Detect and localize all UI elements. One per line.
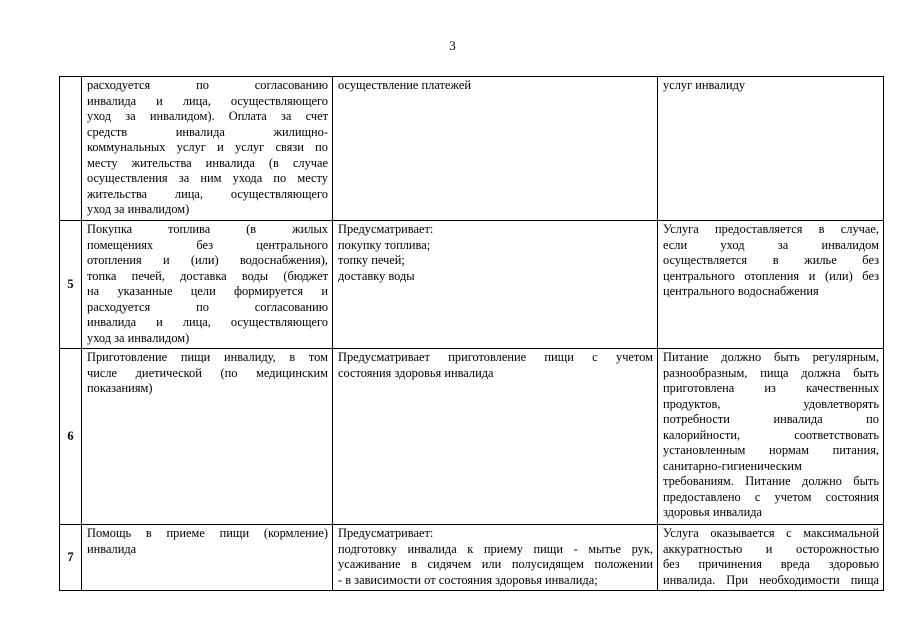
- text-line: Предусматривает приготовление пищи с учетом: [338, 350, 653, 364]
- service-name-cell: [82, 77, 333, 221]
- text-line: доставку воды: [338, 268, 415, 283]
- text-line: - в зависимости от состояния здоровья инвалида;: [338, 572, 598, 587]
- text-line: приготовлена из качественных: [663, 381, 879, 395]
- text-line: санитарно-гигиеническим: [663, 458, 802, 473]
- service-name-cell: [82, 525, 333, 591]
- services-table: [59, 76, 884, 591]
- text-line: расходуется по согласованию: [87, 78, 328, 92]
- text-line: Предусматривает:: [338, 526, 434, 540]
- table-row: [60, 525, 884, 591]
- text-line: Питание должно быть регулярным,: [663, 350, 879, 364]
- text-line: центрального водоснабжения: [663, 284, 819, 298]
- service-conditions-cell: [658, 349, 884, 525]
- text-line: состояния здоровья инвалида: [338, 365, 494, 380]
- text-line: осуществления за ним ухода по месту: [87, 171, 328, 185]
- service-name-cell: [82, 349, 333, 525]
- text-line: уход за инвалидом): [87, 330, 190, 345]
- row-number-cell: 5: [60, 221, 82, 349]
- service-content-cell: [333, 77, 658, 221]
- text-line: продуктов, удовлетворять: [663, 396, 879, 411]
- text-line: Услуга предоставляется в случае,: [663, 222, 879, 236]
- text-line: уход за инвалидом). Оплата за счет: [87, 109, 328, 123]
- text-line: предоставлено с учетом состояния: [663, 489, 879, 504]
- text-line: осуществление платежей: [338, 78, 471, 92]
- service-content-cell: [333, 221, 658, 349]
- text-line: калорийности, соответствовать: [663, 427, 879, 442]
- table-row: [60, 221, 884, 349]
- text-line: топку печей;: [338, 253, 405, 267]
- text-line: расходуется по согласованию: [87, 299, 328, 314]
- text-line: топка печей, доставка воды (бюджет: [87, 268, 328, 283]
- table-row: [60, 349, 884, 525]
- text-line: Предусматривает:: [338, 222, 434, 236]
- text-line: Приготовление пищи инвалиду, в том: [87, 350, 328, 364]
- service-conditions-cell: [658, 525, 884, 591]
- text-line: здоровья инвалида: [663, 505, 763, 519]
- text-line: требованиям. Питание должно быть: [663, 474, 879, 488]
- text-line: потребности инвалида по: [663, 412, 879, 426]
- text-line: без причинения вреда здоровью: [663, 557, 879, 571]
- text-line: услуг инвалиду: [663, 78, 746, 92]
- text-line: жительства лица, осуществляющего: [87, 186, 328, 201]
- text-line: уход за инвалидом): [87, 202, 190, 216]
- text-line: средств инвалида жилищно-: [87, 124, 328, 139]
- text-line: аккуратностью и осторожностью: [663, 541, 879, 556]
- service-content-cell: [333, 525, 658, 591]
- text-line: Покупка топлива (в жилых: [87, 222, 328, 236]
- table-row: [60, 77, 884, 221]
- text-line: усаживание в сидячем или полусидящем положении: [338, 557, 653, 571]
- text-line: месту жительства инвалида (в случае: [87, 155, 328, 170]
- text-line: коммунальных услуг и услуг связи по: [87, 140, 328, 154]
- text-line: установленным нормам питания,: [663, 443, 879, 457]
- text-line: инвалида и лица, осуществляющего: [87, 93, 328, 108]
- text-line: показаниям): [87, 381, 153, 395]
- text-line: центрального отопления и (или) без: [663, 268, 879, 283]
- text-line: числе диетической (по медицинским: [87, 365, 328, 380]
- service-content-cell: [333, 349, 658, 525]
- text-line: осуществляется в жилье без: [663, 253, 879, 267]
- text-line: помещениях без центрального: [87, 237, 328, 252]
- row-number-cell: [60, 77, 82, 221]
- service-conditions-cell: [658, 221, 884, 349]
- service-conditions-cell: [658, 77, 884, 221]
- text-line: Услуга оказывается с максимальной: [663, 526, 879, 540]
- text-line: разнообразным, пища должна быть: [663, 365, 879, 380]
- row-number-cell: 6: [60, 349, 82, 525]
- text-line: отопления и (или) водоснабжения),: [87, 253, 328, 267]
- service-name-cell: [82, 221, 333, 349]
- text-line: покупку топлива;: [338, 237, 431, 252]
- text-line: если уход за инвалидом: [663, 237, 879, 252]
- text-line: инвалида. При необходимости пища: [663, 572, 879, 587]
- text-line: на указанные цели формируется и: [87, 284, 328, 298]
- page-number: 3: [449, 38, 456, 53]
- text-line: инвалида и лица, осуществляющего: [87, 315, 328, 329]
- text-line: подготовку инвалида к приему пищи - мытье рук,: [338, 541, 653, 556]
- text-line: инвалида: [87, 541, 137, 556]
- text-line: Помощь в приеме пищи (кормление): [87, 526, 328, 540]
- row-number-cell: 7: [60, 525, 82, 591]
